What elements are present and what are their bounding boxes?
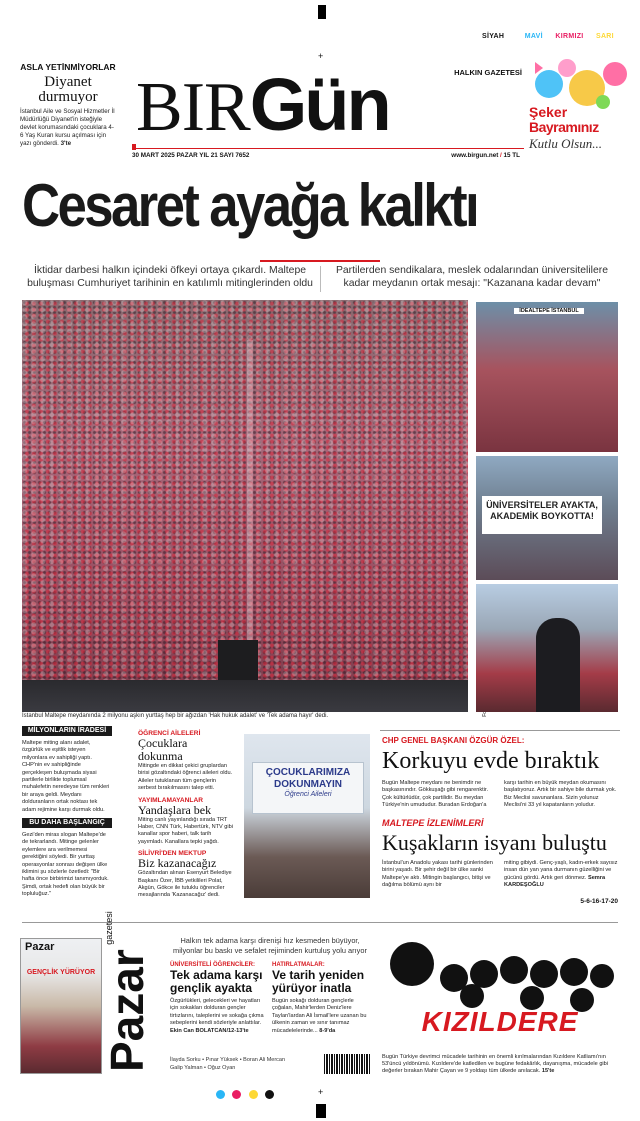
bayram-greeting [527,52,635,162]
pazar-page-2: 8-9'da [319,1027,336,1034]
left-teaser-title-2: durmuyor [38,89,98,105]
pazar-cover-label: Pazar [25,941,55,953]
col2-text-2: Miting canlı yayınlandığı sırada TRT Haber, CNN Türk, Habertürk, NTV gibi kanallar spor haberi, talk tarih yayımladı. Kanallara tepki yağdı. [138,816,234,845]
logo-gun: Gün [249,63,389,146]
dot-cyan [216,1090,225,1099]
tagline: HALKIN GAZETESİ [454,68,522,77]
kizildere-illustration [382,934,618,1046]
university-banner: ÜNİVERSİTELER AYAKTA, AKADEMİK BOYKOTTA! [482,496,602,534]
kizildere-page-ref: 15'te [541,1068,555,1075]
writer: Oğuz Oyan [207,1065,236,1071]
left-teaser-title-1: Diyanet [44,74,92,90]
pazar-brand-name: Pazar [101,949,153,1072]
families-banner-line-2: DOKUNMAYIN [274,779,342,790]
label-mavi: MAVİ [524,33,543,40]
crosshair-mark-top: + [318,51,324,61]
dot-black [265,1090,274,1099]
chp-text-right: karşı tarihin en büyük meydan okumasını başlatıyoruz. Artık bir sahiye bile durmak yok. Biz Meclisi savunanlara. Sizin yolunuz Meclisi'ni 33 yıl kapatanların yoludur. [504,780,617,809]
deck-divider [320,266,321,292]
writer: Pınar Yüksek [205,1057,239,1063]
left-teaser-body [20,108,116,148]
dot-magenta [232,1090,241,1099]
road-line [247,340,253,640]
deck-right: Partilerden sendikalara, meslek odalarından üniversitelilere kadar meydanın ortak mesajı: "Kazanana kadar devam" [335,265,609,289]
website[interactable]: www.birgun.net [451,152,499,159]
photo-university-banner [476,456,618,580]
photo-ozel-speech [476,584,618,712]
col2-text-1: Mitingde en dikkat çekici gruplardan birisi gözaltındaki öğrenci aileleri oldu. Aileler tutuklanan tüm gençlerin serbest bırakılmasını talep etti. [138,763,233,792]
pazar-head-2: Ve tarih yeniden yürüyor inatla [272,968,365,995]
pazar-intro: Halkın tek adama karşı direnişi hız kesmeden büyüyor, milyonlar bu baskı ve sefalet rejiminden kurtuluş yolu arıyor [173,936,367,955]
chp-kicker: CHP GENEL BAŞKANI ÖZGÜR ÖZEL: [382,736,525,745]
col1-section-2: BU DAHA BAŞLANGIÇ [22,818,112,828]
col2-block [138,730,234,908]
pazar-cover-thumbnail[interactable] [20,938,102,1074]
main-photo-caption: İstanbul Maltepe meydanında 2 milyonu aşkın yurttaş hep bir ağızdan 'Hak hukuk adalet' ve 'Tek adama hayır' dedi. [22,713,329,719]
masthead [132,62,524,162]
candy-icon [527,52,635,110]
left-teaser-page-ref: 3'te [60,140,72,147]
maltepe-text-right-body: miting gibiydi. Genç-yaşlı, kadın-erkek sayısız insan dün yan yana durmanın güzelliğini ve gücünü gördü. Artık geri dönmez. [504,860,618,881]
pazar-brand [101,911,153,1072]
logo-bir: BIR [136,69,250,146]
stage-roof [22,680,468,712]
print-color-labels [482,25,632,40]
col1-section-1: MİLYONLARIN İRADESİ [22,726,112,736]
greeting-line-1: Şeker [529,104,568,120]
col2-kicker-2: YAYIMLAMAYANLAR [138,796,203,804]
main-headline: Cesaret ayağa kalktı [22,172,477,239]
families-banner [252,762,364,814]
idealtepe-banner: İDEALTEPE İSTANBUL [514,308,584,314]
left-teaser-text: İstanbul Aile ve Sosyal Hizmetler İl Müdürlüğü Diyanet'in isteğiyle devlet korumasındaki çocuklara 4-6 Yaş Kuran kursu açılması için yazı gönderdi. [20,108,115,147]
maltepe-text-right [504,860,618,890]
chp-page-ref: 5-6-16-17-20 [580,898,618,905]
families-banner-line-3: Öğrenci Aileleri [284,791,332,798]
writer: Boran Ali Mercan [243,1057,286,1063]
kizildere-text [382,1054,618,1076]
pazar-kicker-2: HATIRLATMALAR: [272,962,325,968]
chp-block [380,730,620,908]
col2-kicker-3: SİLİVRİ'DEN MEKTUP [138,850,207,858]
chp-top-rule [380,730,620,731]
deck-left: İktidar darbesi halkın içindeki öfkeyi ortaya çıkardı. Maltepe buluşması Cumhuriyet tarihinin en katılımlı mitinglerinden oldu [27,265,313,289]
pazar-brand-sub: gazetesi [104,911,114,945]
pazar-cover-headline: GENÇLİK YÜRÜYOR [26,969,96,976]
pazar-head-1: Tek adama karşı gençlik ayakta [170,968,263,995]
chp-headline: Korkuyu evde bıraktık [382,748,600,774]
pazar-author-1: Ekin Can BOLATCAN/12-13'te [170,1027,249,1034]
date-line: 30 MART 2025 PAZAR YIL 21 SAYI 7652 [132,152,250,159]
pazar-kicker-1: ÜNİVERSİTELİ ÖĞRENCİLER: [170,962,256,968]
col2-text-3: Gözaltından alınan Esenyurt Belediye Başkanı Özer, İBB yetkilileri Polat, Akgün, Gökce ile tutuklu öğrenciler mesajlarında 'Kazanacağız' dedi. [138,870,232,899]
label-sari: SARI [595,33,614,40]
photo-idealtepe [476,302,618,452]
label-siyah: SİYAH [482,33,505,40]
col2-kicker-1: ÖĞRENCİ AİLELERİ [138,730,201,737]
register-mark-bottom [316,1104,326,1118]
cmyk-dots [216,1086,276,1098]
col1-text-1: Maltepe miting alanı adalet, özgürlük ve eşitlik isteyen milyonlara ev sahipliği yaptı. CHP'nin ev sahipliğinde gerçekleşen buluşmada siyasi partilerle birlikte toplumsal muhalefetin neredeyse tüm renkleri bir araya geldi. Meydanı dolduranların ortak noktası tek adam rejimine karşı durmak oldu. [22,740,110,813]
pazar-text-1: Özgürlükleri, gelecekleri ve hayatları için sokakları dolduran gençler tirtızlarını, taleplerini ve sokağa çıkma sebeplerini kendi sözleriyle anlattılar. [170,998,264,1027]
col1-text-2: Gezi'den miras slogan Maltepe'de de tekrarlandı. Mitinge gelenler eylemlere ara verilmemesi gerektiğini söyledi. Bir yurttaş operasyonlar sonrası değişen ülke iklimini şu sözlerle özetledi: "Bir hafta önce birbirimizi tanımıyorduk. Şimdi, ortak hedefi olan büyük bir topluluğuz." [22,832,109,898]
main-crowd-photo [22,300,468,712]
label-kirmizi: KIRMIZI [555,33,584,40]
writer: İlayda Sorku [170,1057,201,1063]
barcode [324,1054,370,1074]
maltepe-author: Semra KARDEŞOĞLU [504,874,606,889]
dot-yellow [249,1090,258,1099]
left-teaser [20,62,116,162]
pazar-writers: İlayda Sorku • Pınar Yüksek • Boran Ali Mercan Galip Yalman • Oğuz Oyan [170,1057,286,1071]
families-banner-line-1: ÇOCUKLARIMIZA [265,767,351,778]
pazar-text-2 [272,998,372,1035]
speaker-figure [536,618,580,712]
maltepe-kicker: MALTEPE İZLENİMLERİ [382,818,484,828]
maltepe-text-left: İstanbul'un Anadolu yakası tarihi günlerinden birini yaşadı. Bir şehir değil bir ülke sanki Maltepe'ye aktı. Mitingin başlangıcı, bitişi ve dağılma bölümü aynı bir [382,860,493,889]
kizildere-body: Bugün Türkiye devrimci mücadele tarihinin en önemli kırılmalarından Kızıldere Katliamı'nın 53'üncü yıldönümü. Kızıldere'de katledilen ve bugüne fedakârlık, dayanışma, mücadele gibi değerler bırakan Mahir Çayan ve 9 yoldaşı tüm ülkede anılacak. [382,1054,609,1075]
writer: Galip Yalman [170,1065,203,1071]
website-price: www.birgun.net / 15 TL [451,152,520,159]
logo [136,63,389,146]
masthead-red-bar-left [132,144,136,150]
register-mark-top-left [318,5,326,19]
kizildere-title: KIZILDERE [421,1006,579,1037]
greeting-line-3: Kutlu Olsun... [529,136,602,151]
maltepe-headline: Kuşakların isyanı buluştu [382,830,607,855]
col2-head-2: Yandaşlara bek [138,802,212,817]
deck-top-rule [260,260,380,262]
photo-families [244,734,370,898]
pazar-text-2-body: Bugün sokağı dolduran gençlerle çoğalan, Mahir'lerden Deniz'lere Taylan'lardan Ali İsmail'lere uzanan bu ülkenin zaman ve sınır tanımaz mücadelelerinde... [272,998,367,1034]
crosshair-mark-bottom: + [318,1087,324,1097]
col2-head-3: Biz kazanacağız [138,856,217,871]
col2-head-1: Çocuklara dokunma [138,736,188,763]
chp-text-left: Bugün Maltepe meydanı ne benimdir ne başkasınındır. Gökkuşağı gibi rengarenktir. Çok kültürlüdür, çok partilidir. Bu meydan Türkiye'nin umududur. Buradan Erdoğan'a [382,780,489,809]
greeting-line-2: Bayramınız [529,119,599,135]
masthead-rule [132,148,524,149]
price: 15 TL [503,152,520,159]
left-teaser-kicker: ASLA YETİNMİYORLAR [20,62,116,72]
